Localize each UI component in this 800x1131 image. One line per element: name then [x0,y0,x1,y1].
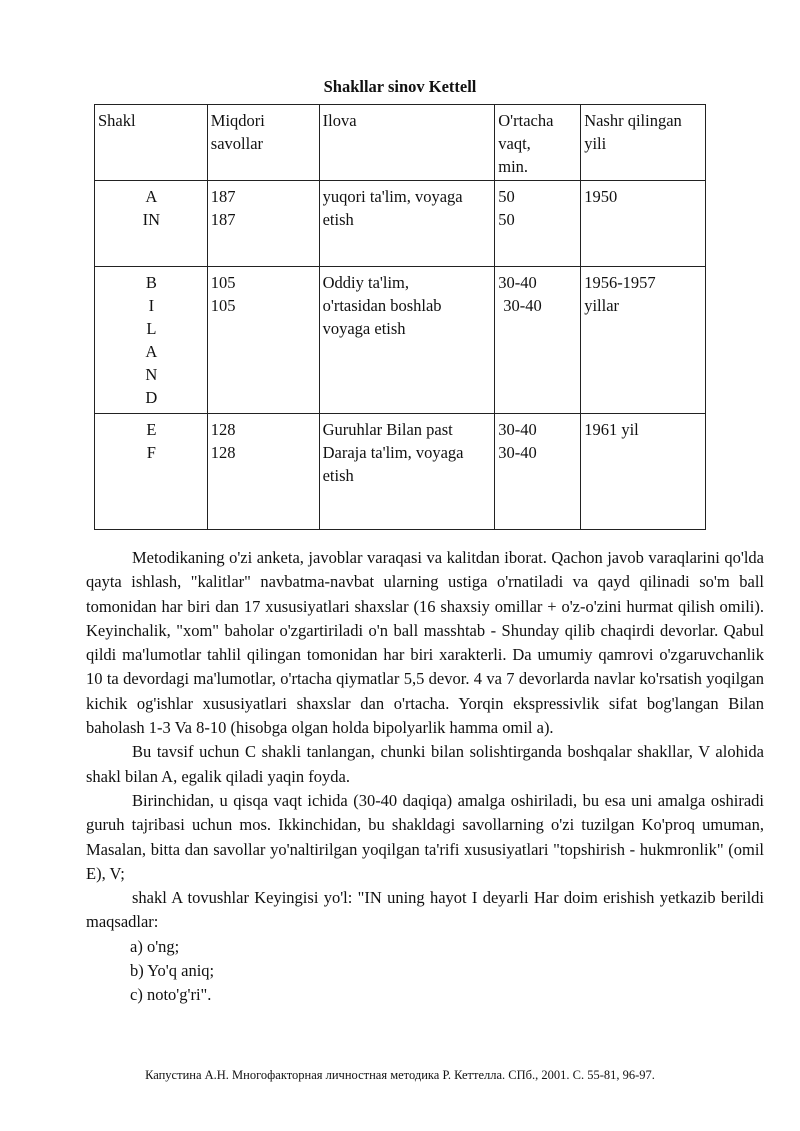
body-text [86,546,764,1008]
header-nashr: Nashr qilingan yili [581,105,706,181]
form-cell: E F [95,414,208,530]
paragraph: Birinchidan, u qisqa vaqt ichida (30-40 daqiqa) amalga oshiriladi, bu esa uni amalga oshiradi guruh tajribasi uchun mos. Ikkinchidan, bu shakldagi savollarning o'zi tuzilgan Ko'proq umuman, Masalan, bitta dan savollar yo'naltirilgan yoqilgan ta'rifi xususiyatlari "topshirish - hukmronlik" (omil E), V; [86,790,764,883]
application-cell: yuqori ta'lim, voyaga etish [319,181,495,267]
year-cell: 1956-1957 yillar [581,267,706,414]
question-count-cell: 187 187 [207,181,319,267]
footnote: Капустина А.Н. Многофакторная личностная методика Р. Кеттелла. СПб., 2001. С. 55-81, 96-97. [145,1068,655,1082]
question-count-cell: 105 105 [207,267,319,414]
forms-table [94,104,706,530]
question-count-cell: 128 128 [207,414,319,530]
header-shakl: Shakl [95,105,208,181]
list-item: b) Yo'q aniq; [130,961,215,981]
time-cell: 30-40 30-40 [495,414,581,530]
list-item: c) noto'g'ri". [130,985,212,1005]
application-cell: Guruhlar Bilan past Daraja ta'lim, voyaga etish [319,414,495,530]
time-cell: 30-40 30-40 [495,267,581,414]
table-row [95,267,706,414]
header-miqdori: Miqdori savollar [207,105,319,181]
page-title: Shakllar sinov Kettell [323,77,477,96]
form-cell: A IN [95,181,208,267]
paragraph: Bu tavsif uchun C shakli tanlangan, chunki bilan solishtirganda boshqalar shakllar, V alohida shakl bilan A, egalik qiladi yaqin foyda. [86,742,764,786]
year-cell: 1950 [581,181,706,267]
application-cell: Oddiy ta'lim, o'rtasidan boshlab voyaga etish [319,267,495,414]
header-ortacha: O'rtacha vaqt, min. [495,105,581,181]
table-header-row [95,105,706,181]
header-ilova: Ilova [319,105,495,181]
paragraph: shakl A tovushlar Keyingisi yo'l: "IN uning hayot I deyarli Har doim erishish yetkazib berildi maqsadlar: [86,888,764,932]
list-item: a) o'ng; [130,936,180,956]
form-cell: B I L A N D [95,267,208,414]
table-row [95,414,706,530]
year-cell: 1961 yil [581,414,706,530]
time-cell: 50 50 [495,181,581,267]
paragraph: Metodikaning o'zi anketa, javoblar varaqasi va kalitdan iborat. Qachon javob varaqlarini qo'lda qayta ishlash, "kalitlar" navbatma-navbat ularning ustiga o'rnatiladi va qayd qilinadi so'm ball tomonidan har biri dan 17 xususiyatlari shaxslar (16 shaxsiy omillar + o'z-o'zini hurmat qilish omili). Keyinchalik, "xom" baholar o'zgartiriladi o'n ball masshtab - Shunday qilib chaqirdi devorlar. Qabul qildi ma'lumotlar tahlil qilingan tomonidan har biri xarakterli. Da umumiy qamrovi o'zgaruvchanlik 10 ta devordagi ma'lumotlar, o'rtacha qiymatlar 5,5 devor. 4 va 7 devorlarda navlar ko'rsatish yoqilgan kichik og'ishlar xususiyatlari shaxslar dan o'rtacha. Yorqin ekspressivlik sifat bog'langan Bilan baholash 1-3 Va 8-10 (hisobga olgan holda bipolyarlik hamma omil a). [86,548,764,738]
table-row [95,181,706,267]
